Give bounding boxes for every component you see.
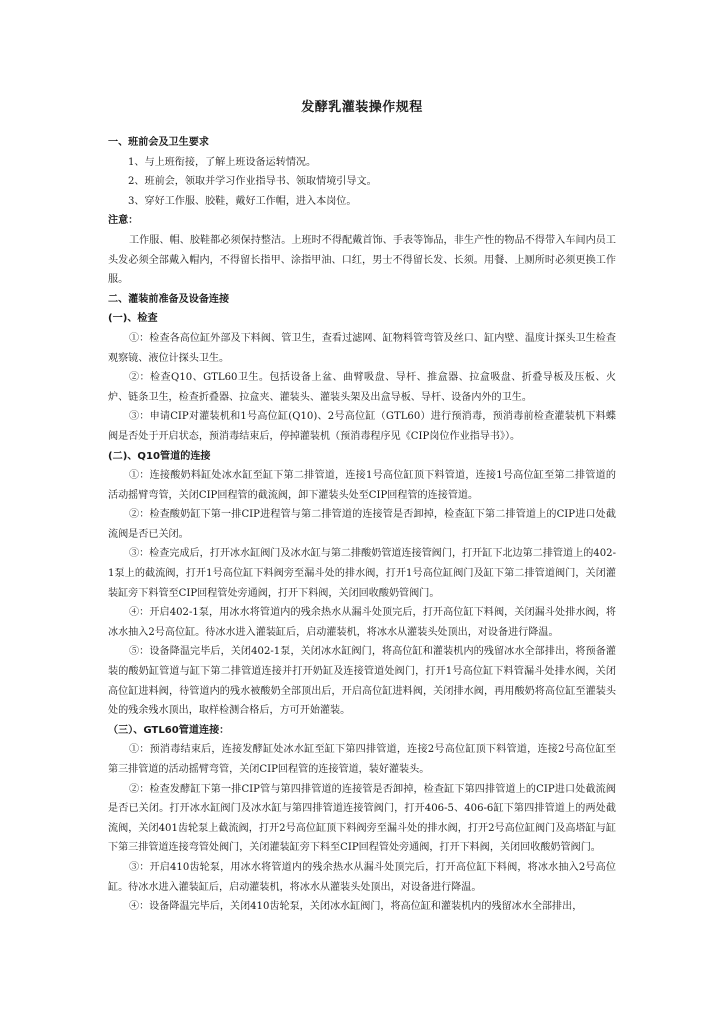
paragraph: 工作服、帽、胶鞋都必须保持整洁。上班时不得配戴首饰、手表等饰品，非生产性的物品不得带入车间内员工头发必须全部戴入帽内，不得留长指甲、涂指甲油、口红，男士不得留长发、长须。用餐、上厕所时必须更换工作服。 <box>108 234 616 286</box>
section-heading: 注意： <box>108 215 139 227</box>
paragraph: ②：检查Q10、GTL60卫生。包括设备上盆、曲臂吸盘、导杆、推盒器、拉盒吸盘、折叠导板及压板、火炉、链条卫生，检查折叠器、拉盒夹、灌装头、灌装头架及出盒导板、导杆、设备内外的卫生。 <box>108 372 616 403</box>
paragraph: ③：检查完成后，打开冰水缸阀门及冰水缸与第二排酸奶管道连接管阀门，打开缸下北边第二排管道上的402-1泵上的截流阀，打开1号高位缸下料阀旁至漏斗处的排水阀，打开1号高位缸阀门及缸下第二排管道阀门，关闭灌装缸旁下料管至CIP回程管处旁通阀，打开下料阀，关闭回收酸奶管阀门。 <box>108 548 616 599</box>
section-heading: 一、班前会及卫生要求 <box>108 137 209 148</box>
paragraph: ①：连接酸奶料缸处冰水缸至缸下第二排管道，连接1号高位缸顶下料管道，连接1号高位缸至第二排管道的活动摇臂弯管，关闭CIP回程管的截流阀，卸下灌装头处至CIP回程管的连接管道。 <box>108 470 616 501</box>
document-title: 发酵乳灌装操作规程 <box>301 100 423 115</box>
paragraph: ④：开启402-1泵，用冰水将管道内的残余热水从漏斗处顶完后，打开高位缸下料阀，关闭漏斗处排水阀，将冰水抽入2号高位缸。待冰水进入灌装缸后，启动灌装机，将冰水从灌装头处顶出，对设备进行降温。 <box>108 607 616 638</box>
document-body <box>108 133 616 917</box>
paragraph: ③：申请CIP对灌装机和1号高位缸(Q10)、2号高位缸（GTL60）进行预消毒，预消毒前检查灌装机下料蝶阀是否处于开启状态，预消毒结束后，停掉灌装机（预消毒程序见《CIP岗位作业指导书》）。 <box>108 411 616 442</box>
paragraph: ②：检查发酵缸下第一排CIP管与第四排管道的连接管是否卸掉，检查缸下第四排管道上的CIP进口处截流阀是否已关闭。打开冰水缸阀门及冰水缸与第四排管道连接管阀门，打开406-5、406-6缸下第四排管道上的两处截流阀，关闭401齿轮泵上截流阀，打开2号高位缸顶下料阀旁至漏斗处的排水阀，打开2号高位缸阀门及高塔缸与缸下第三排管道连接弯管处阀门，关闭灌装缸旁下料至CIP回程管处旁通阀，打开下料阀，关闭回收酸奶管阀门。 <box>108 783 616 854</box>
paragraph: ③：开启410齿轮泵，用冰水将管道内的残余热水从漏斗处顶完后，打开高位缸下料阀，将冰水抽入2号高位缸。待冰水进入灌装缸后，启动灌装机，将冰水从灌装头处顶出，对设备进行降温。 <box>108 861 616 893</box>
paragraph: ①：检查各高位缸外部及下料阀、管卫生，查看过滤网、缸物料管弯管及丝口、缸内壁、温度计探头卫生检查观察镜、液位计探头卫生。 <box>108 332 616 364</box>
list-item: 3、穿好工作服、胶鞋，戴好工作帽，进入本岗位。 <box>128 195 357 207</box>
list-item: 2、班前会，领取并学习作业指导书、领取情境引导文。 <box>128 176 377 188</box>
paragraph: ④：设备降温完毕后，关闭410齿轮泵，关闭冰水缸阀门，将高位缸和灌装机内的残留冰水全部排出， <box>129 901 583 913</box>
section-heading: (二)、Q10管道的连接 <box>108 450 211 462</box>
paragraph: ①：预消毒结束后，连接发酵缸处冰水缸至缸下第四排管道，连接2号高位缸顶下料管道，连接2号高位缸至第三排管道的活动摇臂弯管，关闭CIP回程管的连接管道，装好灌装头。 <box>108 744 616 775</box>
paragraph: ②：检查酸奶缸下第一排CIP进程管与第二排管道的连接管是否卸掉，检查缸下第二排管道上的CIP进口处截流阀是否已关闭。 <box>108 509 616 540</box>
paragraph: ⑤：设备降温完毕后，关闭402-1泵，关闭冰水缸阀门，将高位缸和灌装机内的残留冰水全部排出，将预备灌装的酸奶缸管道与缸下第二排管道连接并打开奶缸及连接管道处阀门，打开1号高位缸下料管漏斗处排水阀，关闭高位缸进料阀，待管道内的残水被酸奶全部顶出后，开启高位缸进料阀，关闭排水阀，再用酸奶将高位缸至灌装头处的残余残水顶出，取样检测合格后，方可开始灌装。 <box>108 646 616 717</box>
list-item: 1、与上班衔接，了解上班设备运转情况。 <box>128 156 317 168</box>
section-heading: （三）、GTL60管道连接： <box>108 724 230 736</box>
section-heading: 二、灌装前准备及设备连接 <box>108 293 230 305</box>
section-heading: (一)、检查 <box>108 313 158 325</box>
